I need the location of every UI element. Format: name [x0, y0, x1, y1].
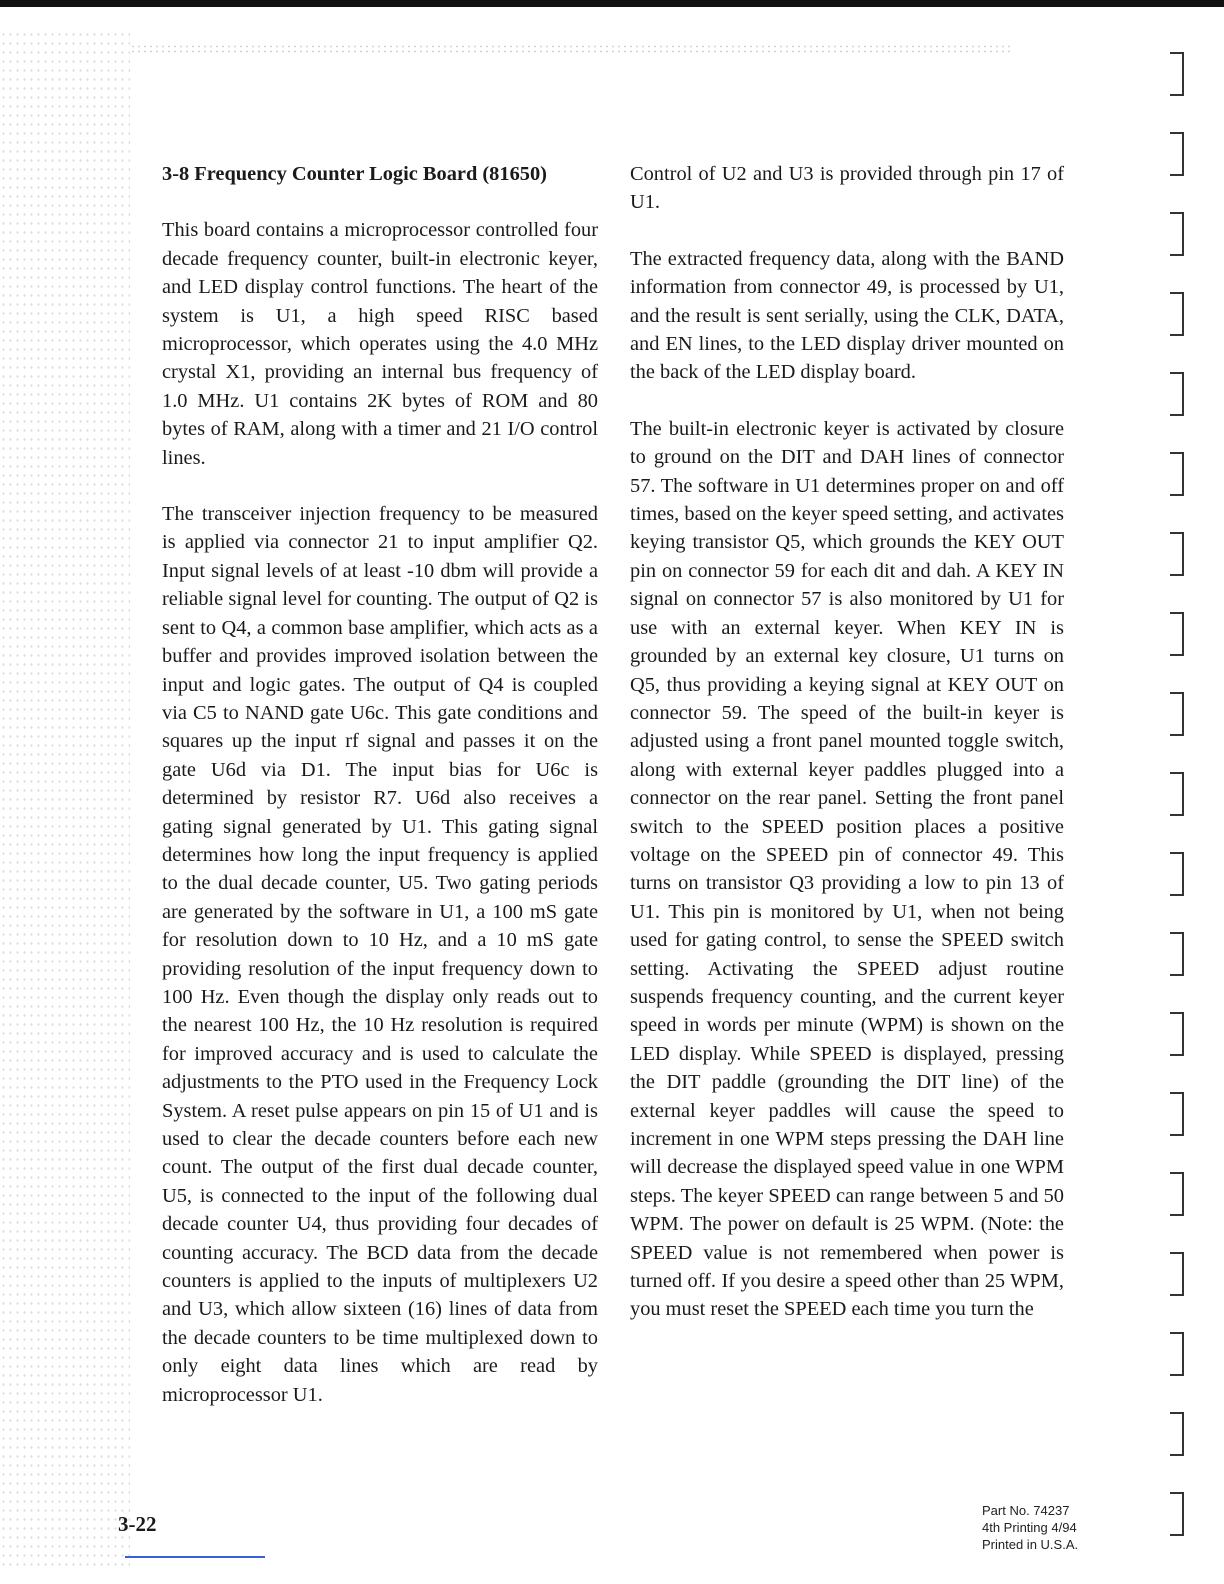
binding-bracket [1170, 132, 1184, 176]
binding-bracket [1170, 1172, 1184, 1216]
printed-in: Printed in U.S.A. [982, 1537, 1079, 1552]
binding-bracket [1170, 1412, 1184, 1456]
binding-bracket [1170, 772, 1184, 816]
binding-bracket [1170, 532, 1184, 576]
left-column [162, 160, 598, 1437]
binding-bracket [1170, 452, 1184, 496]
scan-noise-left [0, 30, 130, 1570]
paragraph-frequency-data: The extracted frequency data, along with the BAND information from connector 49, is processed by U1, and the result is sent serially, using the CLK, DATA, and EN lines, to the LED display driver mounted on the back of the LED display board. [630, 247, 1064, 384]
binding-bracket [1170, 1012, 1184, 1056]
scan-noise-top [130, 44, 1010, 54]
binding-bracket [1170, 52, 1184, 96]
paragraph-control-u2-u3: Control of U2 and U3 is provided through pin 17 of U1. [630, 163, 1064, 214]
binding-bracket [1170, 212, 1184, 256]
paragraph-electronic-keyer: The built-in electronic keyer is activated by closure to ground on the DIT and DAH lines of connector 57. The software in U1 determines proper on and off times, based on the keyer speed setting, and activates keying transistor Q5, which grounds the KEY OUT pin on connector 59 for each dit and dah. A KEY IN signal on connector 57 is also monitored by U1 for use with an external keyer. When KEY IN is grounded by an external key closure, U1 turns on Q5, thus providing a keying signal at KEY OUT on connector 59. The speed of the built-in keyer is adjusted using a front panel mounted toggle switch, along with external keyer paddles plugged into a connector on the rear panel. Setting the front panel switch to the SPEED position places a positive voltage on the SPEED pin of connector 49. This turns on transistor Q3 providing a low to pin 13 of U1. This pin is monitored by U1, when not being used for gating control, to sense the SPEED switch setting. Activating the SPEED adjust routine suspends frequency counting, and the current keyer speed in words per minute (WPM) is shown on the LED display. While SPEED is displayed, pressing the DIT paddle (grounding the DIT line) of the external keyer paddles will cause the speed to increment in one WPM steps pressing the DAH line will decrease the displayed speed value in one WPM steps. The keyer SPEED can range between 5 and 50 WPM. The power on default is 25 WPM. (Note: the SPEED value is not remembered when power is turned off. If you desire a speed other than 25 WPM, you must reset the SPEED each time you turn the [630, 417, 1064, 1321]
print-info [982, 1502, 1078, 1553]
binding-bracket [1170, 612, 1184, 656]
binding-bracket [1170, 292, 1184, 336]
binding-bracket [1170, 932, 1184, 976]
part-number: Part No. 74237 [982, 1503, 1070, 1518]
binding-marks [1160, 52, 1200, 1552]
top-rule [0, 0, 1224, 7]
binding-bracket [1170, 1092, 1184, 1136]
right-column [630, 160, 1064, 1352]
paragraph-injection-frequency: The transceiver injection frequency to be measured is applied via connector 21 to input amplifier Q2. Input signal levels of at least -10 dbm will provide a reliable signal level for counting. The output of Q2 is sent to Q4, a common base amplifier, which acts as a buffer and provides improved isolation between the input and logic gates. The output of Q4 is coupled via C5 to NAND gate U6c. This gate conditions and squares up the input rf signal and passes it on the gate U6d via D1. The input bias for U6c is determined by resistor R7. U6d also receives a gating signal generated by U1. This gating signal determines how long the input frequency is applied to the dual decade counter, U5. Two gating periods are generated by the software in U1, a 100 mS gate for resolution down to 10 Hz, and a 10 mS gate providing resolution of the input frequency down to 100 Hz. Even though the display only reads out to the nearest 100 Hz, the 10 Hz resolution is required for improved accuracy and is used to calculate the adjustments to the PTO used in the Frequency Lock System. A reset pulse appears on pin 15 of U1 and is used to clear the decade counters before each new count. The output of the first dual decade counter, U5, is connected to the input of the following dual decade counter U4, thus providing four decades of counting accuracy. The BCD data from the decade counters is applied to the inputs of multiplexers U2 and U3, which allow sixteen (16) lines of data from the decade counters to be time multiplexed down to only eight data lines which are read by microprocessor U1. [162, 503, 598, 1406]
bottom-underline [125, 1556, 265, 1558]
section-heading: 3-8 Frequency Counter Logic Board (81650) [162, 163, 547, 185]
page-number: 3-22 [118, 1512, 157, 1536]
binding-bracket [1170, 1332, 1184, 1376]
binding-bracket [1170, 1492, 1184, 1536]
printing-edition: 4th Printing 4/94 [982, 1520, 1077, 1535]
binding-bracket [1170, 372, 1184, 416]
paragraph-board-overview: This board contains a microprocessor controlled four decade frequency counter, built-in electronic keyer, and LED display control functions. The heart of the system is U1, a high speed RISC based microprocessor, which operates using the 4.0 MHz crystal X1, providing an internal bus frequency of 1.0 MHz. U1 contains 2K bytes of ROM and 80 bytes of RAM, along with a timer and 21 I/O control lines. [162, 219, 598, 469]
binding-bracket [1170, 852, 1184, 896]
binding-bracket [1170, 1252, 1184, 1296]
binding-bracket [1170, 692, 1184, 736]
